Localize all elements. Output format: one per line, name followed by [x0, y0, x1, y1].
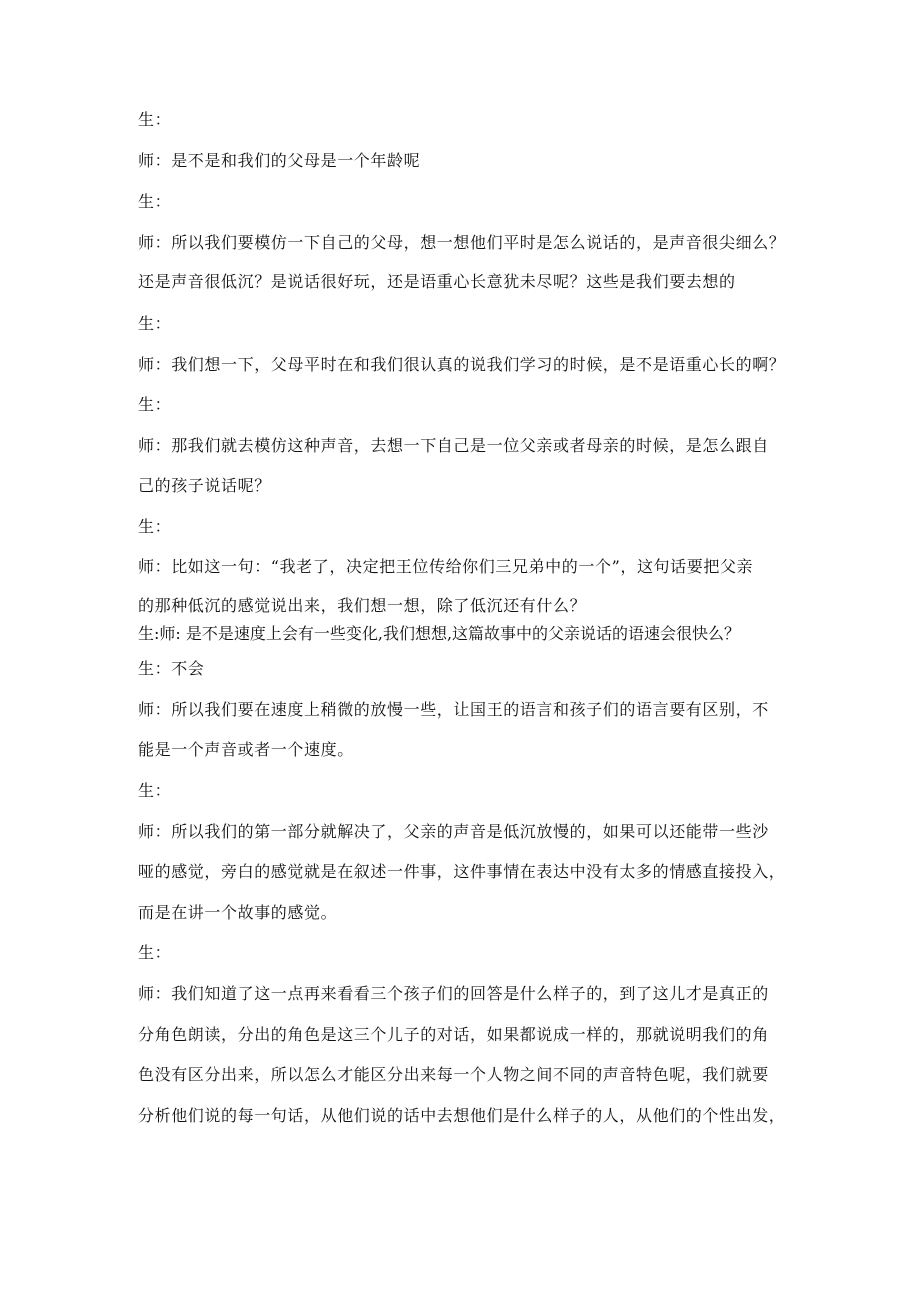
- dialogue-line: 生：: [138, 395, 172, 414]
- dialogue-line: 色没有区分出来，所以怎么才能区分出来每一个人物之间不同的声音特色呢，我们就要: [138, 1065, 769, 1084]
- dialogue-line: 哑的感觉，旁白的感觉就是在叙述一件事，这件事情在表达中没有太多的情感直接投入，: [138, 862, 786, 881]
- dialogue-line: 还是声音很低沉？是说话很好玩，还是语重心长意犹未尽呢？这些是我们要去想的: [138, 272, 736, 291]
- dialogue-line: 生：: [138, 110, 172, 129]
- dialogue-line: 生：: [138, 943, 172, 962]
- dialogue-line: 能是一个声音或者一个速度。: [138, 740, 354, 759]
- dialogue-line: 分角色朗读，分出的角色是这三个儿子的对话，如果都说成一样的，那就说明我们的角: [138, 1025, 769, 1044]
- dialogue-line: 生：: [138, 781, 172, 800]
- dialogue-line: 分析他们说的每一句话，从他们说的话中去想他们是什么样子的人，从他们的个性出发，: [138, 1106, 786, 1125]
- dialogue-line: 而是在讲一个故事的感觉。: [138, 903, 338, 922]
- dialogue-line: 己的孩子说话呢？: [138, 476, 271, 495]
- dialogue-line: 师：所以我们要在速度上稍微的放慢一些，让国王的语言和孩子们的语言要有区别，不: [138, 700, 769, 719]
- dialogue-line: 师：是不是和我们的父母是一个年龄呢: [138, 151, 421, 170]
- dialogue-line: 生:师: 是不是速度上会有一些变化,我们想想,这篇故事中的父亲说话的语速会很快么？: [138, 624, 741, 643]
- dialogue-line: 师：比如这一句：“我老了，决定把王位传给你们三兄弟中的一个”，这句话要把父亲: [138, 557, 754, 576]
- dialogue-line: 生：: [138, 517, 172, 536]
- dialogue-line: 师：我们想一下，父母平时在和我们很认真的说我们学习的时候，是不是语重心长的啊？: [138, 355, 786, 374]
- dialogue-line: 师：我们知道了这一点再来看看三个孩子们的回答是什么样子的，到了这儿才是真正的: [138, 984, 769, 1003]
- dialogue-line: 师：所以我们的第一部分就解决了，父亲的声音是低沉放慢的，如果可以还能带一些沙: [138, 822, 769, 841]
- dialogue-line: 师：所以我们要模仿一下自己的父母，想一想他们平时是怎么说话的，是声音很尖细么？: [138, 233, 786, 252]
- dialogue-line: 生：: [138, 314, 172, 333]
- dialogue-line: 生：: [138, 192, 172, 211]
- dialogue-line: 师：那我们就去模仿这种声音，去想一下自己是一位父亲或者母亲的时候，是怎么跟自: [138, 436, 769, 455]
- dialogue-line: 的那种低沉的感觉说出来，我们想一想，除了低沉还有什么？: [138, 596, 587, 615]
- dialogue-line: 生：不会: [138, 659, 205, 678]
